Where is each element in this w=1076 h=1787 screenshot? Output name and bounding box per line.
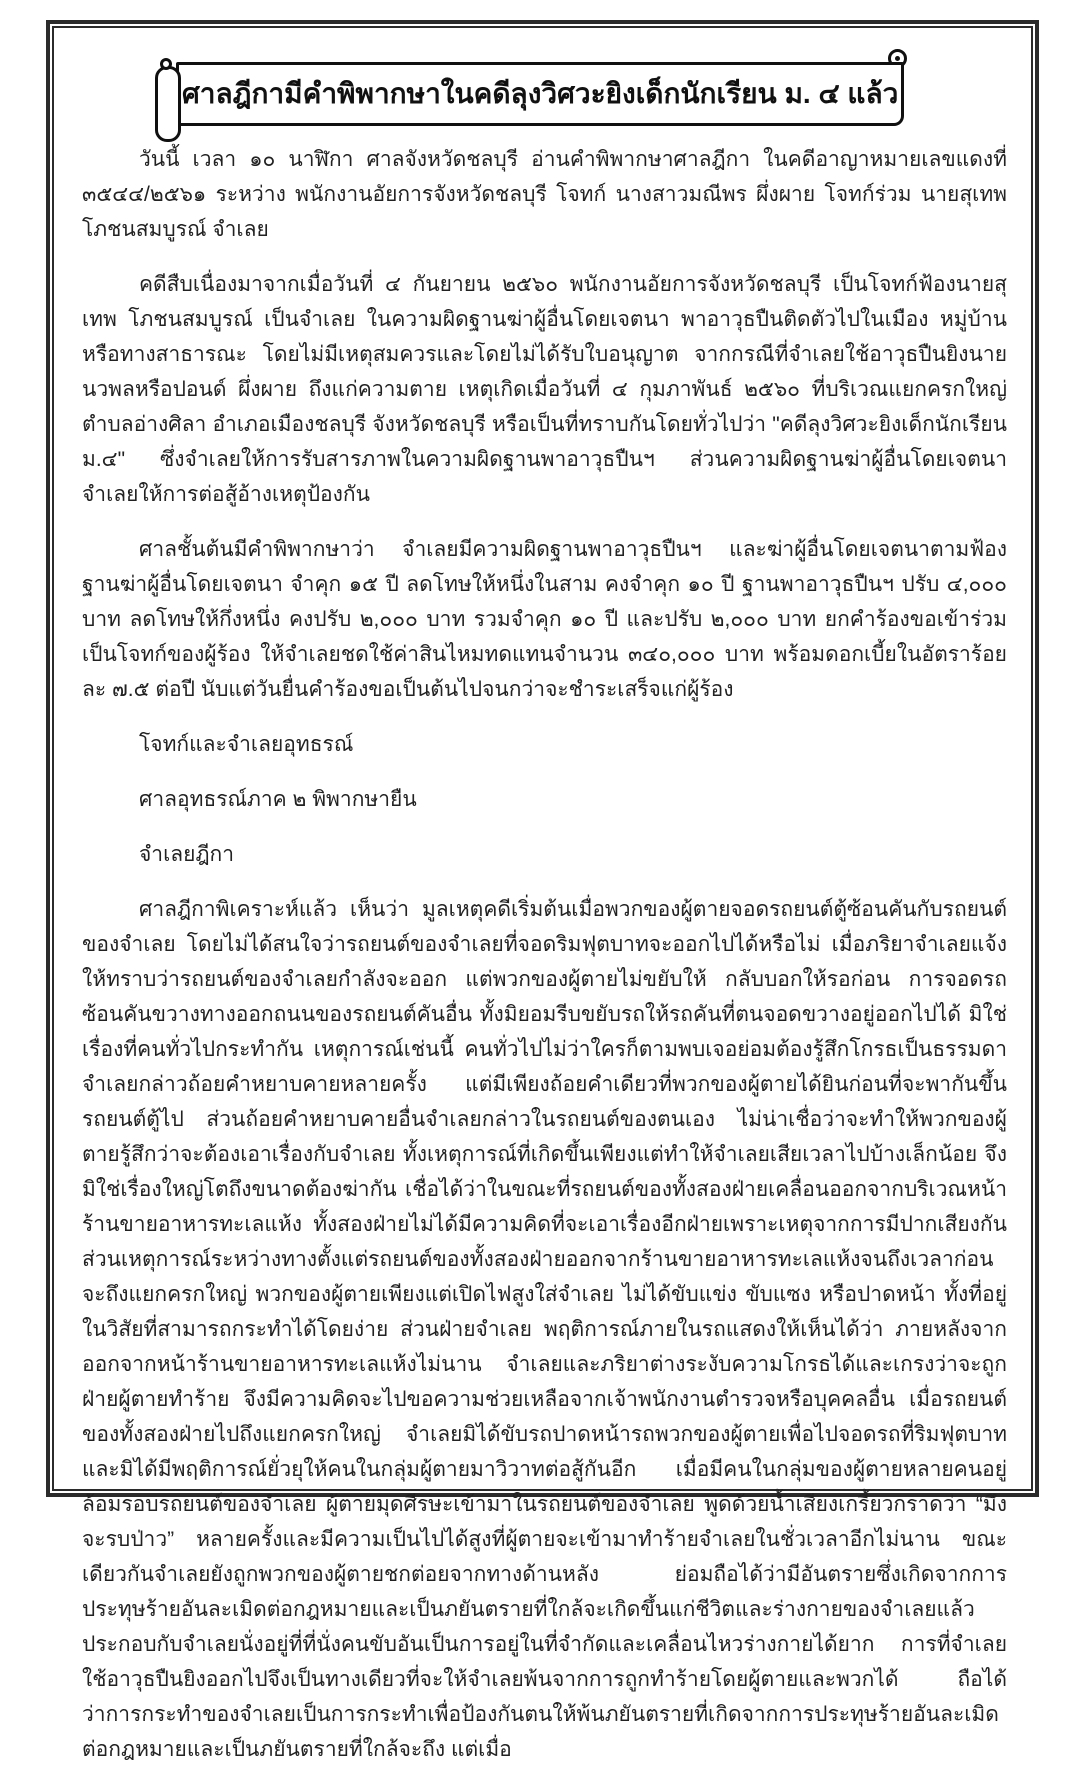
scroll-roll-curl-icon <box>160 58 172 70</box>
paragraph-dika-filed: จำเลยฎีกา <box>139 843 235 866</box>
paragraph-first-court: ศาลชั้นต้นมีคำพิพากษาว่า จำเลยมีความผิดฐานพาอาวุธปืนฯ และฆ่าผู้อื่นโดยเจตนาตามฟ้อง ฐานฆ่าผู้อื่นโดยเจตนา จำคุก ๑๕ ปี ลดโทษให้หนึ่งในสาม คงจำคุก ๑๐ ปี ฐานพาอาวุธปืนฯ ปรับ ๔,๐๐๐ บาท ลดโทษให้กึ่งหนึ่ง คงปรับ ๒,๐๐๐ บาท รวมจำคุก ๑๐ ปี และปรับ ๒,๐๐๐ บาท ยกคำร้องขอเข้าร่วมเป็นโจทก์ของผู้ร้อง ให้จำเลยชดใช้ค่าสินไหมทดแทนจำนวน ๓๔๐,๐๐๐ บาท พร้อมดอกเบี้ยในอัตราร้อยละ ๗.๕ ต่อปี นับแต่วันยื่นคำร้องขอเป็นต้นไปจนกว่าจะชำระเสร็จแก่ผู้ร้อง <box>82 538 1007 701</box>
paragraph-intro: วันนี้ เวลา ๑๐ นาฬิกา ศาลจังหวัดชลบุรี อ่านคำพิพากษาศาลฎีกา ในคดีอาญาหมายเลขแดงที่ ๓๕๔๔/๒๕๖๑ ระหว่าง พนักงานอัยการจังหวัดชลบุรี โจทก์ นางสาวมณีพร ผึ่งผาย โจทก์ร่วม นายสุเทพ โภชนสมบูรณ์ จำเลย <box>82 148 1007 241</box>
paragraph-appeal-ruling: ศาลอุทธรณ์ภาค ๒ พิพากษายืน <box>139 788 417 811</box>
paragraph-appeal-filed: โจทก์และจำเลยอุทธรณ์ <box>139 733 354 756</box>
scroll-roll-left-icon <box>155 66 181 142</box>
paragraph-case-history: คดีสืบเนื่องมาจากเมื่อวันที่ ๔ กันยายน ๒๕๖๐ พนักงานอัยการจังหวัดชลบุรี เป็นโจทก์ฟ้องนายสุเทพ โภชนสมบูรณ์ เป็นจำเลย ในความผิดฐานฆ่าผู้อื่นโดยเจตนา พาอาวุธปืนติดตัวไปในเมือง หมู่บ้าน หรือทางสาธารณะ โดยไม่มีเหตุสมควรและโดยไม่ได้รับใบอนุญาต จากกรณีที่จำเลยใช้อาวุธปืนยิงนายนวพลหรือปอนด์ ผึ่งผาย ถึงแก่ความตาย เหตุเกิดเมื่อวันที่ ๔ กุมภาพันธ์ ๒๕๖๐ ที่บริเวณแยกครกใหญ่ ตำบลอ่างศิลา อำเภอเมืองชลบุรี จังหวัดชลบุรี หรือเป็นที่ทราบกันโดยทั่วไปว่า "คดีลุงวิศวะยิงเด็กนักเรียน ม.๔" ซึ่งจำเลยให้การรับสารภาพในความผิดฐานพาอาวุธปืนฯ ส่วนความผิดฐานฆ่าผู้อื่นโดยเจตนา จำเลยให้การต่อสู้อ้างเหตุป้องกัน <box>82 273 1007 506</box>
document-page-frame <box>46 20 1039 1761</box>
paragraph-supreme-court-analysis: ศาลฎีกาพิเคราะห์แล้ว เห็นว่า มูลเหตุคดีเริ่มต้นเมื่อพวกของผู้ตายจอดรถยนต์ตู้ซ้อนคันกับรถยนต์ของจำเลย โดยไม่ได้สนใจว่ารถยนต์ของจำเลยที่จอดริมฟุตบาทจะออกไปได้หรือไม่ เมื่อภริยาจำเลยแจ้งให้ทราบว่ารถยนต์ของจำเลยกำลังจะออก แต่พวกของผู้ตายไม่ขยับให้ กลับบอกให้รอก่อน การจอดรถซ้อนคันขวางทางออกถนนของรถยนต์คันอื่น ทั้งมิยอมรีบขยับรถให้รถคันที่ตนจอดขวางอยู่ออกไปได้ มิใช่เรื่องที่คนทั่วไปกระทำกัน เหตุการณ์เช่นนี้ คนทั่วไปไม่ว่าใครก็ตามพบเจอย่อมต้องรู้สึกโกรธเป็นธรรมดา จำเลยกล่าวถ้อยคำหยาบคายหลายครั้ง แต่มีเพียงถ้อยคำเดียวที่พวกของผู้ตายได้ยินก่อนที่จะพากันขึ้นรถยนต์ตู้ไป ส่วนถ้อยคำหยาบคายอื่นจำเลยกล่าวในรถยนต์ของตนเอง ไม่น่าเชื่อว่าจะทำให้พวกของผู้ตายรู้สึกว่าจะต้องเอาเรื่องกับจำเลย ทั้งเหตุการณ์ที่เกิดขึ้นเพียงแต่ทำให้จำเลยเสียเวลาไปบ้างเล็กน้อย จึงมิใช่เรื่องใหญ่โตถึงขนาดต้องฆ่ากัน เชื่อได้ว่าในขณะที่รถยนต์ของทั้งสองฝ่ายเคลื่อนออกจากบริเวณหน้าร้านขายอาหารทะเลแห้ง ทั้งสองฝ่ายไม่ได้มีความคิดที่จะเอาเรื่องอีกฝ่ายเพราะเหตุจากการมีปากเสียงกัน ส่วนเหตุการณ์ระหว่างทางตั้งแต่รถยนต์ของทั้งสองฝ่ายออกจากร้านขายอาหารทะเลแห้งจนถึงเวลาก่อนจะถึงแยกครกใหญ่ พวกของผู้ตายเพียงแต่เปิดไฟสูงใส่จำเลย ไม่ได้ขับแข่ง ขับแซง หรือปาดหน้า ทั้งที่อยู่ในวิสัยที่สามารถกระทำได้โดยง่าย ส่วนฝ่ายจำเลย พฤติการณ์ภายในรถแสดงให้เห็นได้ว่า ภายหลังจากออกจากหน้าร้านขายอาหารทะเลแห้งไม่นาน จำเลยและภริยาต่างระงับความโกรธได้และเกรงว่าจะถูกฝ่ายผู้ตายทำร้าย จึงมีความคิดจะไปขอความช่วยเหลือจากเจ้าพนักงานตำรวจหรือบุคคลอื่น เมื่อรถยนต์ของทั้งสองฝ่ายไปถึงแยกครกใหญ่ จำเลยมิได้ขับรถปาดหน้ารถพวกของผู้ตายเพื่อไปจอดรถที่ริมฟุตบาทและมิได้มีพฤติการณ์ยั่วยุให้คนในกลุ่มผู้ตายมาวิวาทต่อสู้กันอีก เมื่อมีคนในกลุ่มของผู้ตายหลายคนอยู่ล้อมรอบรถยนต์ของจำเลย ผู้ตายมุดศีรษะเข้ามาในรถยนต์ของจำเลย พูดด้วยน้ำเสียงเกรี้ยวกราดว่า “มึงจะรบป่าว” หลายครั้งและมีความเป็นไปได้สูงที่ผู้ตายจะเข้ามาทำร้ายจำเลยในชั่วเวลาอีกไม่นาน ขณะเดียวกันจำเลยยังถูกพวกของผู้ตายชกต่อยจากทางด้านหลัง ย่อมถือได้ว่ามีอันตรายซึ่งเกิดจากการประทุษร้ายอันละเมิดต่อกฎหมายและเป็นภยันตรายที่ใกล้จะเกิดขึ้นแก่ชีวิตและร่างกายของจำเลยแล้ว ประกอบกับจำเลยนั่งอยู่ที่ที่นั่งคนขับอันเป็นการอยู่ในที่จำกัดและเคลื่อนไหวร่างกายได้ยาก การที่จำเลยใช้อาวุธปืนยิงออกไปจึงเป็นทางเดียวที่จะให้จำเลยพ้นจากการถูกทำร้ายโดยผู้ตายและพวกได้ ถือได้ว่าการกระทำของจำเลยเป็นการกระทำเพื่อป้องกันตนให้พ้นภยันตรายที่เกิดจากการประทุษร้ายอันละเมิดต่อกฎหมายและเป็นภยันตรายที่ใกล้จะถึง แต่เมื่อ <box>82 898 1007 1761</box>
page-title: ศาลฎีกามีคำพิพากษาในคดีลุงวิศวะยิงเด็กนักเรียน ม. ๔ แล้ว <box>182 78 899 109</box>
document-body <box>82 142 1007 1787</box>
